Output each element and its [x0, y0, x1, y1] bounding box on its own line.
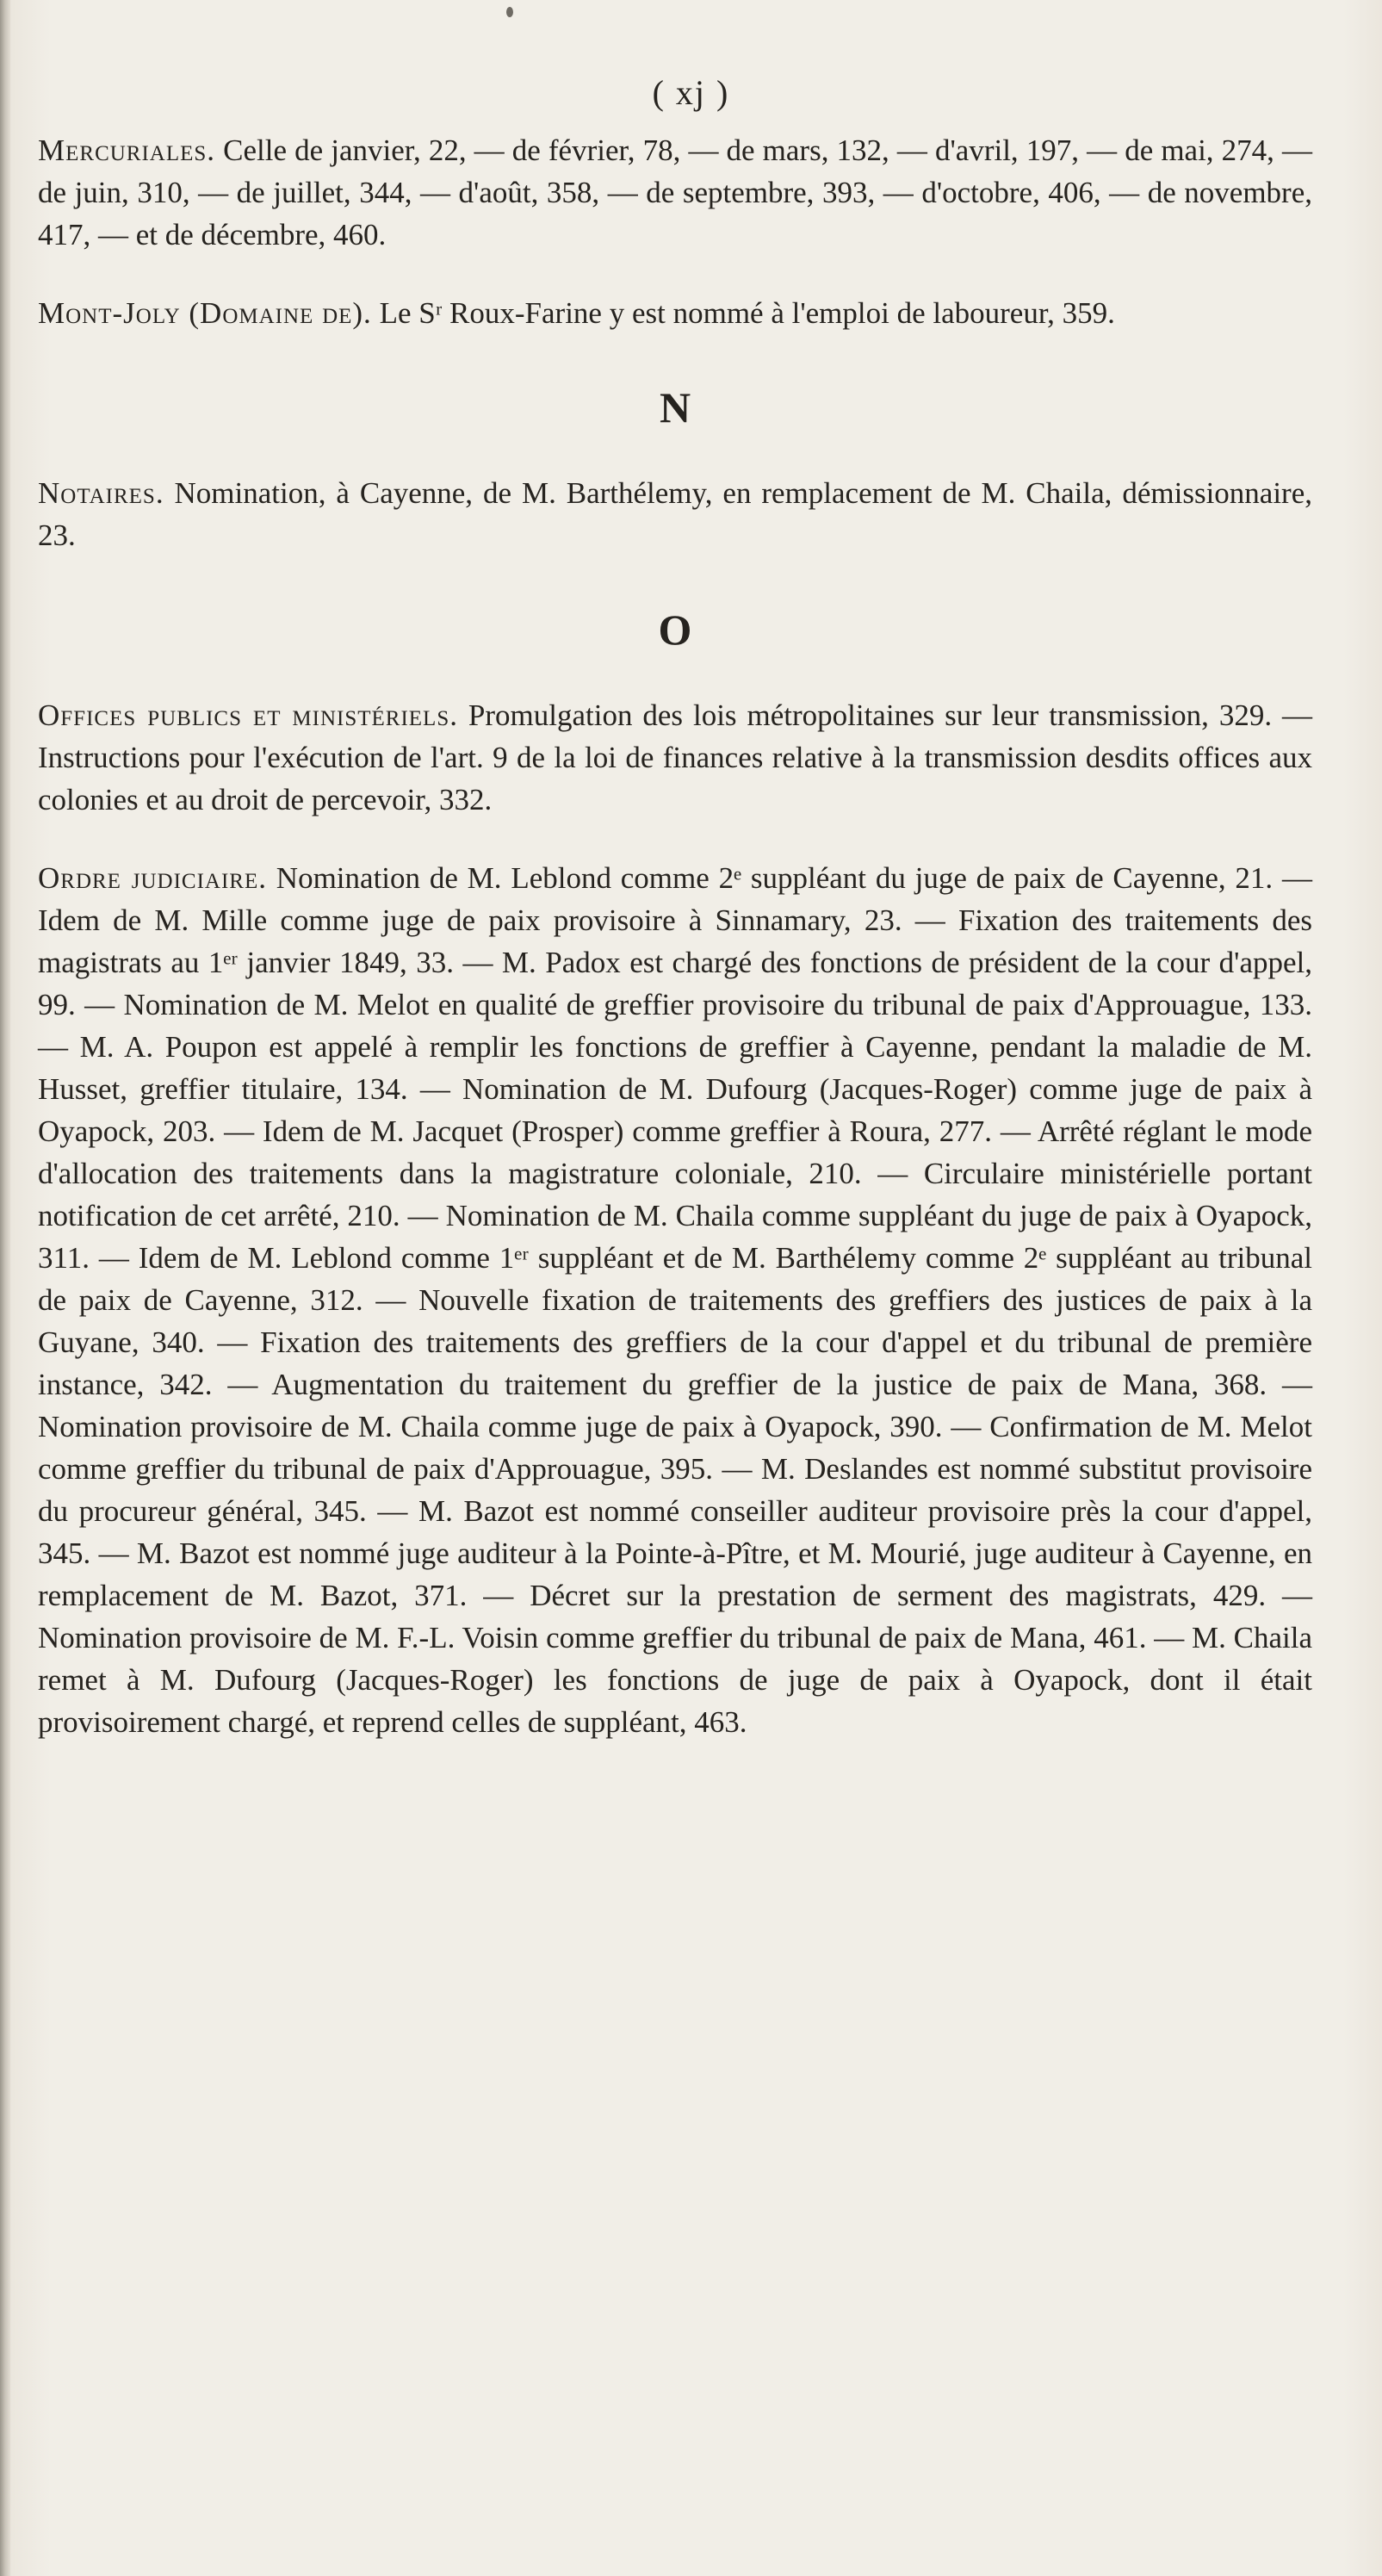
entry-heading: Mont-Joly (Domaine de). — [38, 296, 372, 330]
page-spine-edge — [0, 0, 10, 2576]
index-entry-notaires — [38, 472, 1312, 556]
entry-body: Nomination de M. Leblond comme 2ᵉ suppléant du juge de paix de Cayenne, 21. — Idem de M. Mille comme juge de paix provisoire à Sinnamary, 23. — Fixation des traitements des magistrats au 1ᵉʳ janvier 1849, 33. — M. Padox est chargé des fonctions de président de la cour d'appel, 99. — Nomination de M. Melot en qualité de greffier provisoire du tribunal de paix d'Approuague, 133. — M. A. Poupon est appelé à remplir les fonctions de greffier à Cayenne, pendant la maladie de M. Husset, greffier titulaire, 134. — Nomination de M. Dufourg (Jacques-Roger) comme juge de paix à Oyapock, 203. — Idem de M. Jacquet (Prosper) comme greffier à Roura, 277. — Arrêté réglant le mode d'allocation des traitements dans la magistrature coloniale, 210. — Circulaire ministérielle portant notification de cet arrêté, 210. — Nomination de M. Chaila comme suppléant du juge de paix à Oyapock, 311. — Idem de M. Leblond comme 1ᵉʳ suppléant et de M. Barthélemy comme 2ᵉ suppléant au tribunal de paix de Cayenne, 312. — Nouvelle fixation de traitements des greffiers des justices de paix à la Guyane, 340. — Fixation des traitements des greffiers de la cour d'appel et du tribunal de première instance, 342. — Augmentation du traitement du greffier de la justice de paix de Mana, 368. — Nomination provisoire de M. Chaila comme juge de paix à Oyapock, 390. — Confirmation de M. Melot comme greffier du tribunal de paix d'Approuague, 395. — M. Deslandes est nommé substitut provisoire du procureur général, 345. — M. Bazot est nommé conseiller auditeur provisoire près la cour d'appel, 345. — M. Bazot est nommé juge auditeur à la Pointe-à-Pître, et M. Mourié, juge auditeur à Cayenne, en remplacement de M. Bazot, 371. — Décret sur la prestation de serment des magistrats, 429. — Nomination provisoire de M. F.-L. Voisin comme greffier du tribunal de paix de Mana, 461. — M. Chaila remet à M. Dufourg (Jacques-Roger) les fonctions de juge de paix à Oyapock, dont il était provisoirement chargé, et reprend celles de suppléant, 463. — [38, 861, 1312, 1739]
entry-body: Nomination, à Cayenne, de M. Barthélemy, en remplacement de M. Chaila, démissionnaire, 23. — [38, 476, 1312, 552]
section-letter-n: N — [659, 383, 691, 431]
index-entry-ordre-judiciaire — [38, 857, 1312, 1743]
index-entry-mercuriales — [38, 129, 1312, 256]
index-entry-mont-joly — [38, 292, 1312, 334]
entry-body: Le Sʳ Roux-Farine y est nommé à l'emploi de laboureur, 359. — [371, 296, 1115, 330]
entry-heading: Ordre judiciaire. — [38, 861, 267, 895]
entry-body: Celle de janvier, 22, — de février, 78, — de mars, 132, — d'avril, 197, — de mai, 274, — de juin, 310, — de juillet, 344, — d'août, 358, — de septembre, 393, — d'octobre, 406, — de novembre, 417, — et de décembre, 460. — [38, 133, 1312, 251]
index-entry-offices — [38, 694, 1312, 821]
ink-dot — [506, 7, 513, 17]
entry-heading: Mercuriales. — [38, 133, 216, 167]
index-text — [38, 129, 1312, 1779]
entry-heading: Offices publics et ministériels. — [38, 698, 458, 732]
page-number: ( xj ) — [652, 73, 730, 112]
section-letter-o: O — [658, 605, 692, 654]
entry-heading: Notaires. — [38, 476, 164, 510]
entry-body: Promulgation des lois métropolitaines sur leur transmission, 329. — Instructions pour l'exécution de l'art. 9 de la loi de finances relative à la transmission desdits offices aux colonies et au droit de percevoir, 332. — [38, 698, 1313, 816]
